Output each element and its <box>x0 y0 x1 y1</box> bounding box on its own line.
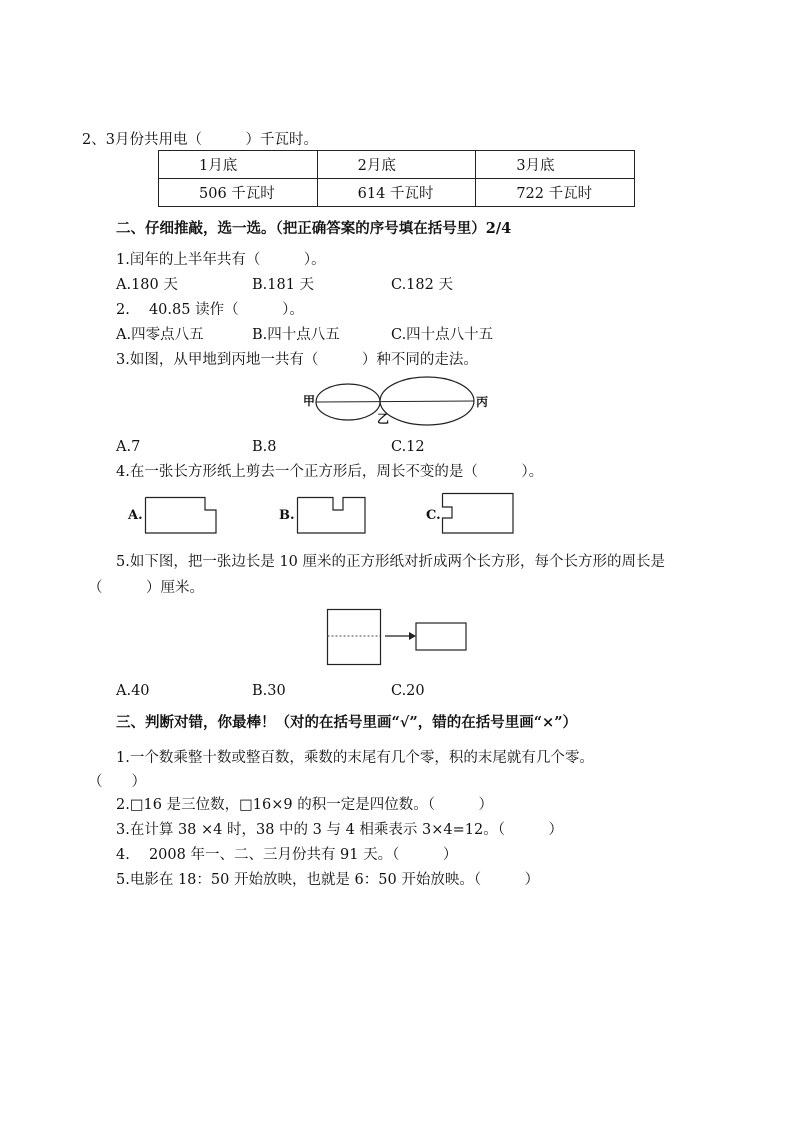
s2-question-2: 2. 40.85 读作（ ）。 <box>116 302 304 318</box>
s2-q1-option-a: A.180 天 <box>116 277 178 293</box>
table-header-cell: 1月底 <box>159 151 318 179</box>
s2-q4-option-c: C. <box>426 508 441 523</box>
s2-q1-option-b: B.181 天 <box>252 277 315 293</box>
table-cell: 614 千瓦时 <box>317 179 476 207</box>
s2-q2-option-a: A.四零点八五 <box>116 327 204 343</box>
s3-item-1: 1.一个数乘整十数或整百数，乘数的末尾有几个零，积的末尾就有几个零。 <box>116 750 594 766</box>
s3-item-4: 4. 2008 年一、二、三月份共有 91 天。（ ） <box>116 847 458 863</box>
s3-item-5: 5.电影在 18：50 开始放映，也就是 6：50 开始放映。（ ） <box>116 872 540 888</box>
middle-road <box>316 401 474 402</box>
s2-q2-option-b: B.四十点八五 <box>252 327 340 343</box>
s2-question-1: 1.闰年的上半年共有（ ）。 <box>116 252 326 268</box>
table-header-cell: 3月底 <box>476 151 635 179</box>
folded-rectangle <box>416 623 466 650</box>
s2-q4-option-b: B. <box>279 508 295 523</box>
shape-a <box>145 497 220 537</box>
electricity-table <box>158 150 635 207</box>
shape-b <box>297 497 367 537</box>
s2-q3-option-b: B.8 <box>252 439 277 455</box>
s2-q3-option-c: C.12 <box>391 439 425 455</box>
table-cell: 722 千瓦时 <box>476 179 635 207</box>
section-3-title: 三、判断对错，你最棒！（对的在括号里画“√”，错的在括号里画“×”） <box>116 714 578 731</box>
shape-c <box>442 493 516 535</box>
question-2-intro: 2、3月份共用电（ ）千瓦时。 <box>82 132 318 148</box>
label-jia: 甲 <box>303 394 316 408</box>
label-bing: 丙 <box>476 395 489 409</box>
s2-q2-option-c: C.四十点八十五 <box>391 327 494 343</box>
s2-q3-option-a: A.7 <box>116 439 141 455</box>
route-diagram <box>300 370 530 430</box>
arrow-head-icon <box>409 632 416 640</box>
s2-question-5: 5.如下图，把一张边长是 10 厘米的正方形纸对折成两个长方形，每个长方形的周长是 <box>116 554 666 570</box>
s2-q5-option-b: B.30 <box>252 683 286 699</box>
table-row <box>159 151 635 179</box>
table-cell: 506 千瓦时 <box>159 179 318 207</box>
s2-q5-option-a: A.40 <box>116 683 150 699</box>
s2-q1-option-c: C.182 天 <box>391 277 453 293</box>
s2-q5-option-c: C.20 <box>391 683 425 699</box>
s2-question-4: 4.在一张长方形纸上剪去一个正方形后，周长不变的是（ ）。 <box>116 464 544 480</box>
square-paper <box>328 610 381 665</box>
s2-question-3: 3.如图，从甲地到丙地一共有（ ）种不同的走法。 <box>116 352 478 368</box>
fold-diagram <box>327 609 472 669</box>
label-yi: 乙 <box>377 412 390 426</box>
s3-item-2: 2.□16 是三位数，□16×9 的积一定是四位数。（ ） <box>116 797 493 813</box>
section-2-title: 二、仔细推敲，选一选。（把正确答案的序号填在括号里）2/4 <box>116 220 512 237</box>
s3-item-1-bracket: （ ） <box>88 774 146 790</box>
s2-question-5-cont: （ ）厘米。 <box>88 580 204 596</box>
table-header-cell: 2月底 <box>317 151 476 179</box>
s2-q4-option-a: A. <box>128 508 143 523</box>
table-row <box>159 179 635 207</box>
s3-item-3: 3.在计算 38 ×4 时，38 中的 3 与 4 相乘表示 3×4=12。（ ） <box>116 822 563 838</box>
